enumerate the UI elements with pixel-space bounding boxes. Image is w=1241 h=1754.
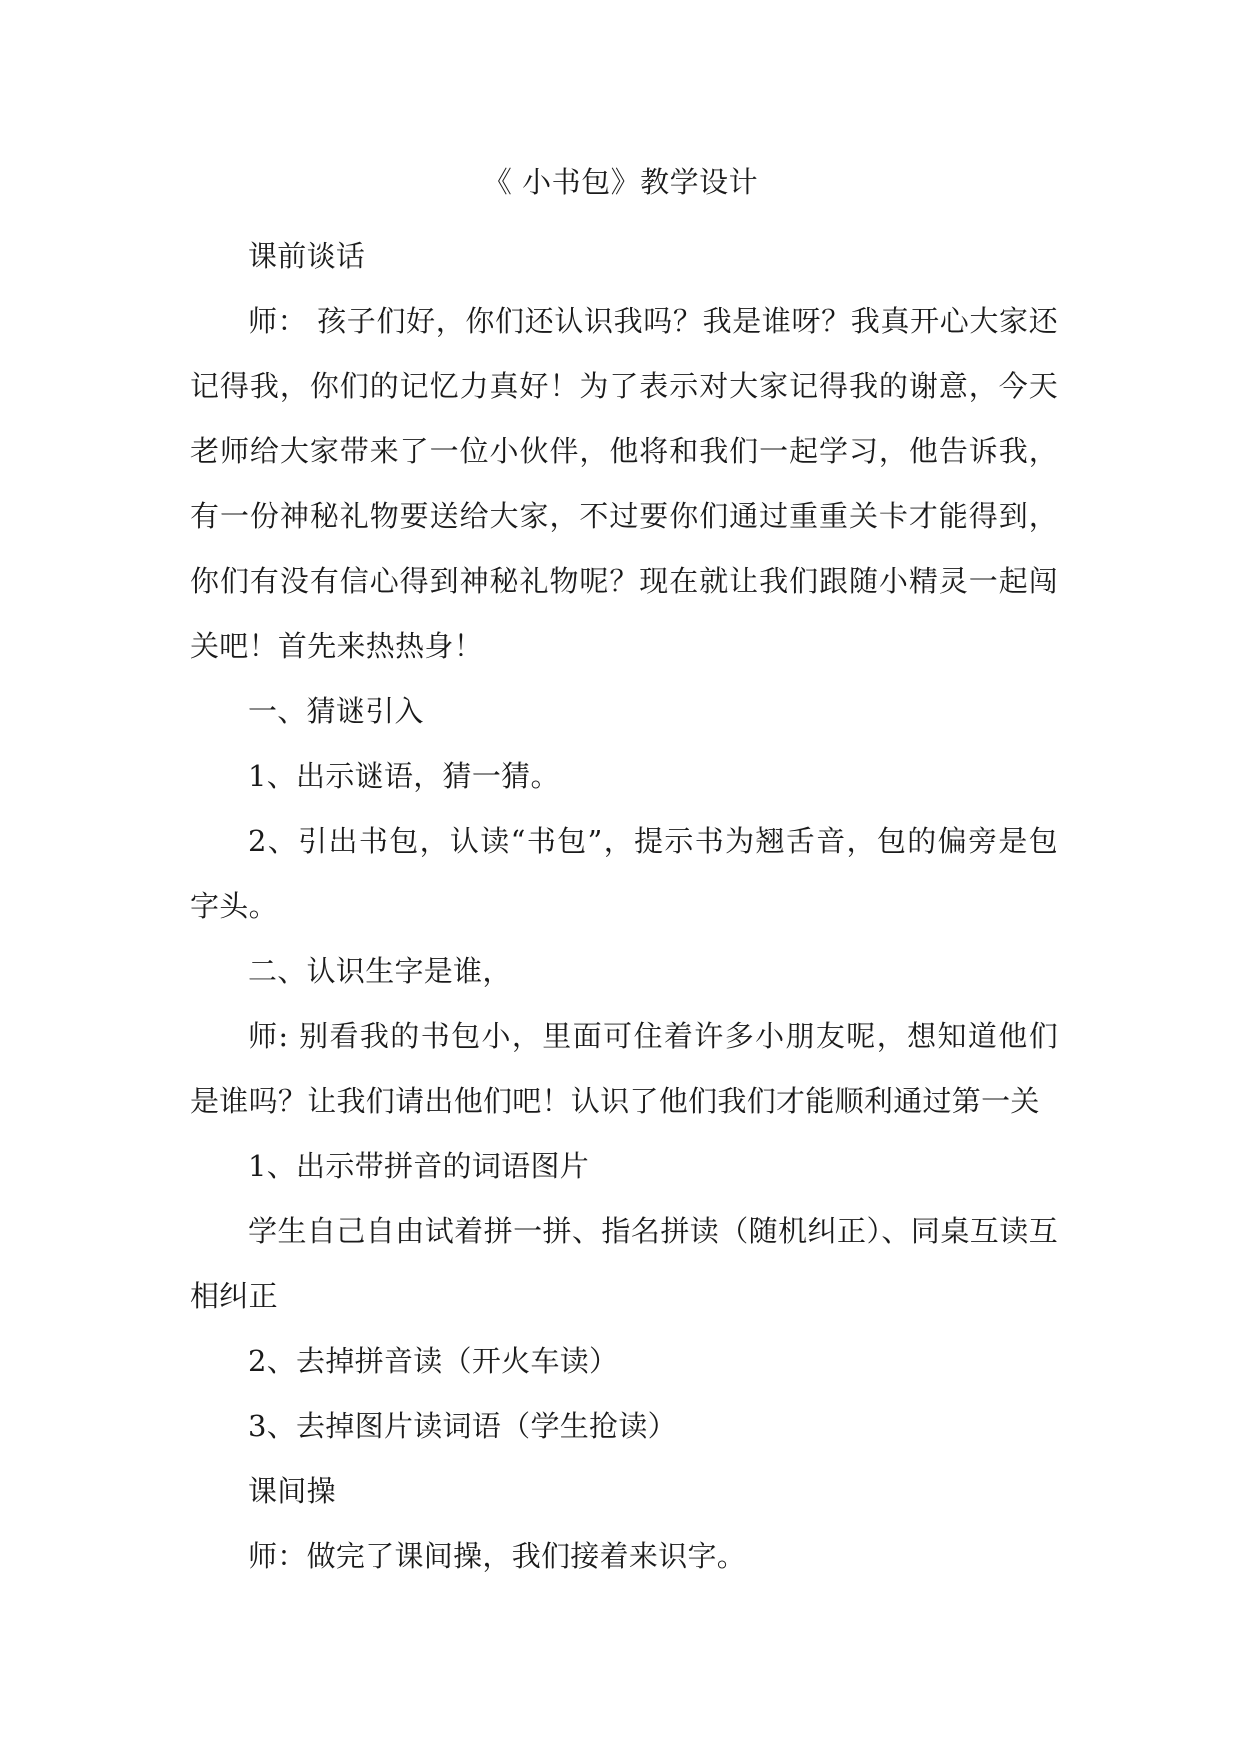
document-title: 《 小书包》教学设计: [482, 165, 759, 199]
step-introduce-schoolbag: 2、引出书包，认读“书包”，提示书为翘舌音，包的偏旁是包字头。: [190, 824, 1058, 923]
step-show-riddle: 1、出示谜语，猜一猜。: [248, 759, 560, 793]
document-body: [190, 224, 1058, 1589]
section-heading-riddle: 一、猜谜引入: [248, 694, 424, 728]
step-remove-pictures: 3、去掉图片读词语（学生抢读）: [248, 1409, 677, 1443]
step-remove-pinyin: 2、去掉拼音读（开火车读）: [248, 1344, 619, 1378]
paragraph-pre-class-talk: 课前谈话: [248, 239, 366, 273]
paragraph-student-reading: 学生自己自由试着拼一拼、指名拼读（随机纠正）、同桌互读互相纠正: [190, 1214, 1058, 1313]
section-heading-exercise-break: 课间操: [248, 1474, 336, 1508]
paragraph-teacher-continue: 师：做完了课间操，我们接着来识字。: [248, 1539, 747, 1573]
paragraph-teacher-greeting: 师： 孩子们好，你们还认识我吗？我是谁呀？我真开心大家还记得我，你们的记忆力真好！为了表示对大家记得我的谢意，今天老师给大家带来了一位小伙伴，他将和我们一起学习，他告诉我，有一份神秘礼物要送给大家，不过要你们通过重重关卡才能得到，你们有没有信心得到神秘礼物呢？现在就让我们跟随小精灵一起闯关吧！首先来热热身！: [190, 304, 1058, 663]
section-heading-new-characters: 二、认识生字是谁，: [248, 954, 512, 988]
step-pinyin-word-pictures: 1、出示带拼音的词语图片: [248, 1149, 590, 1183]
paragraph-teacher-schoolbag: 师: 别看我的书包小，里面可住着许多小朋友呢，想知道他们是谁吗？让我们请出他们吧！认识了他们我们才能顺利通过第一关: [190, 1019, 1058, 1118]
